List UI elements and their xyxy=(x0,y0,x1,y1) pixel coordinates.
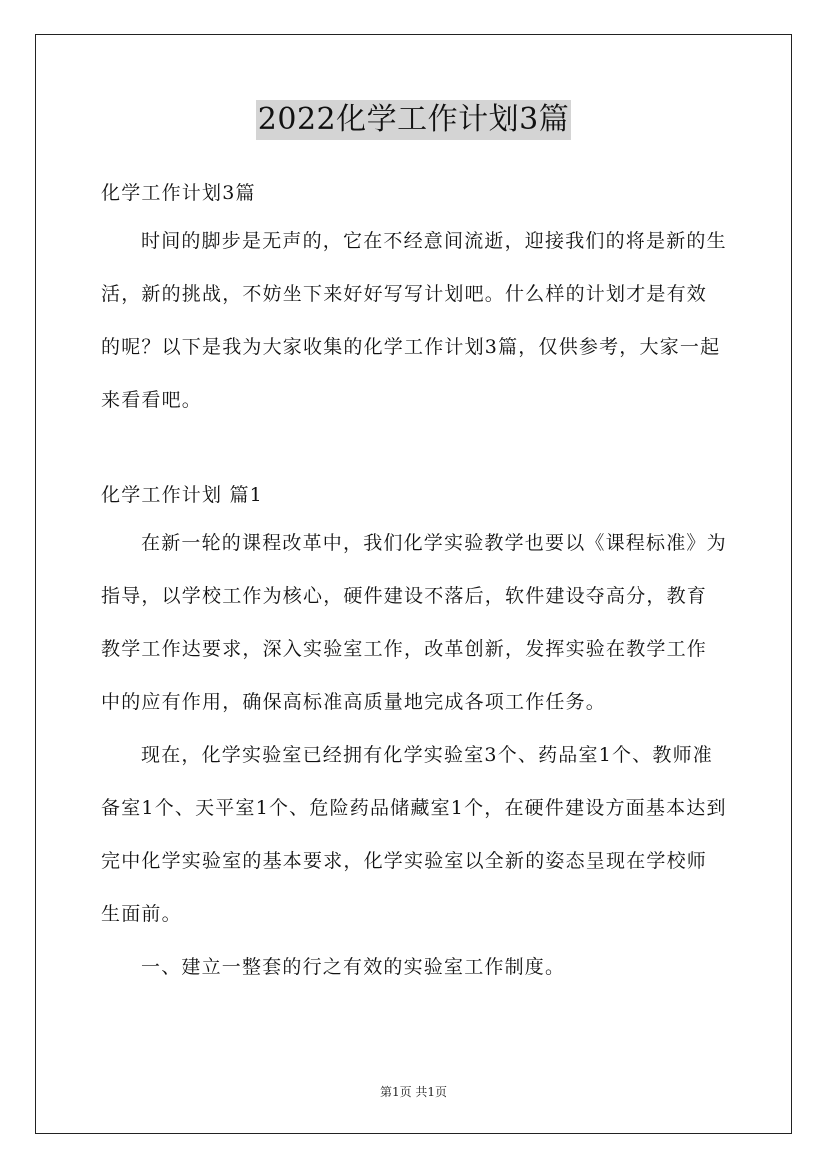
section-1-heading: 化学工作计划 篇1 xyxy=(101,484,263,506)
page-footer xyxy=(0,1083,827,1100)
section-1-paragraph-3: 一、建立一整套的行之有效的实验室工作制度。 xyxy=(141,956,566,978)
intro-paragraph: 时间的脚步是无声的，它在不经意间流逝，迎接我们的将是新的生活，新的挑战，不妨坐下来好好写写计划吧。什么样的计划才是有效的呢？以下是我为大家收集的化学工作计划3篇，仅供参考，大家一起来看看吧。 xyxy=(101,230,727,411)
page-number-label: 第1页 共1页 xyxy=(379,1085,448,1099)
section-1-paragraph-2: 现在，化学实验室已经拥有化学实验室3个、药品室1个、教师准备室1个、天平室1个、危险药品储藏室1个，在硬件建设方面基本达到完中化学实验室的基本要求，化学实验室以全新的姿态呈现在学校师生面前。 xyxy=(101,744,727,925)
title-container xyxy=(0,100,827,140)
document-subtitle: 化学工作计划3篇 xyxy=(101,182,256,204)
document-title: 2022化学工作计划3篇 xyxy=(256,100,571,140)
document-body xyxy=(101,175,727,994)
section-1-paragraph-1: 在新一轮的课程改革中，我们化学实验教学也要以《课程标准》为指导，以学校工作为核心，硬件建设不落后，软件建设夺高分，教育教学工作达要求，深入实验室工作，改革创新，发挥实验在教学工作中的应有作用，确保高标准高质量地完成各项工作任务。 xyxy=(101,532,727,713)
